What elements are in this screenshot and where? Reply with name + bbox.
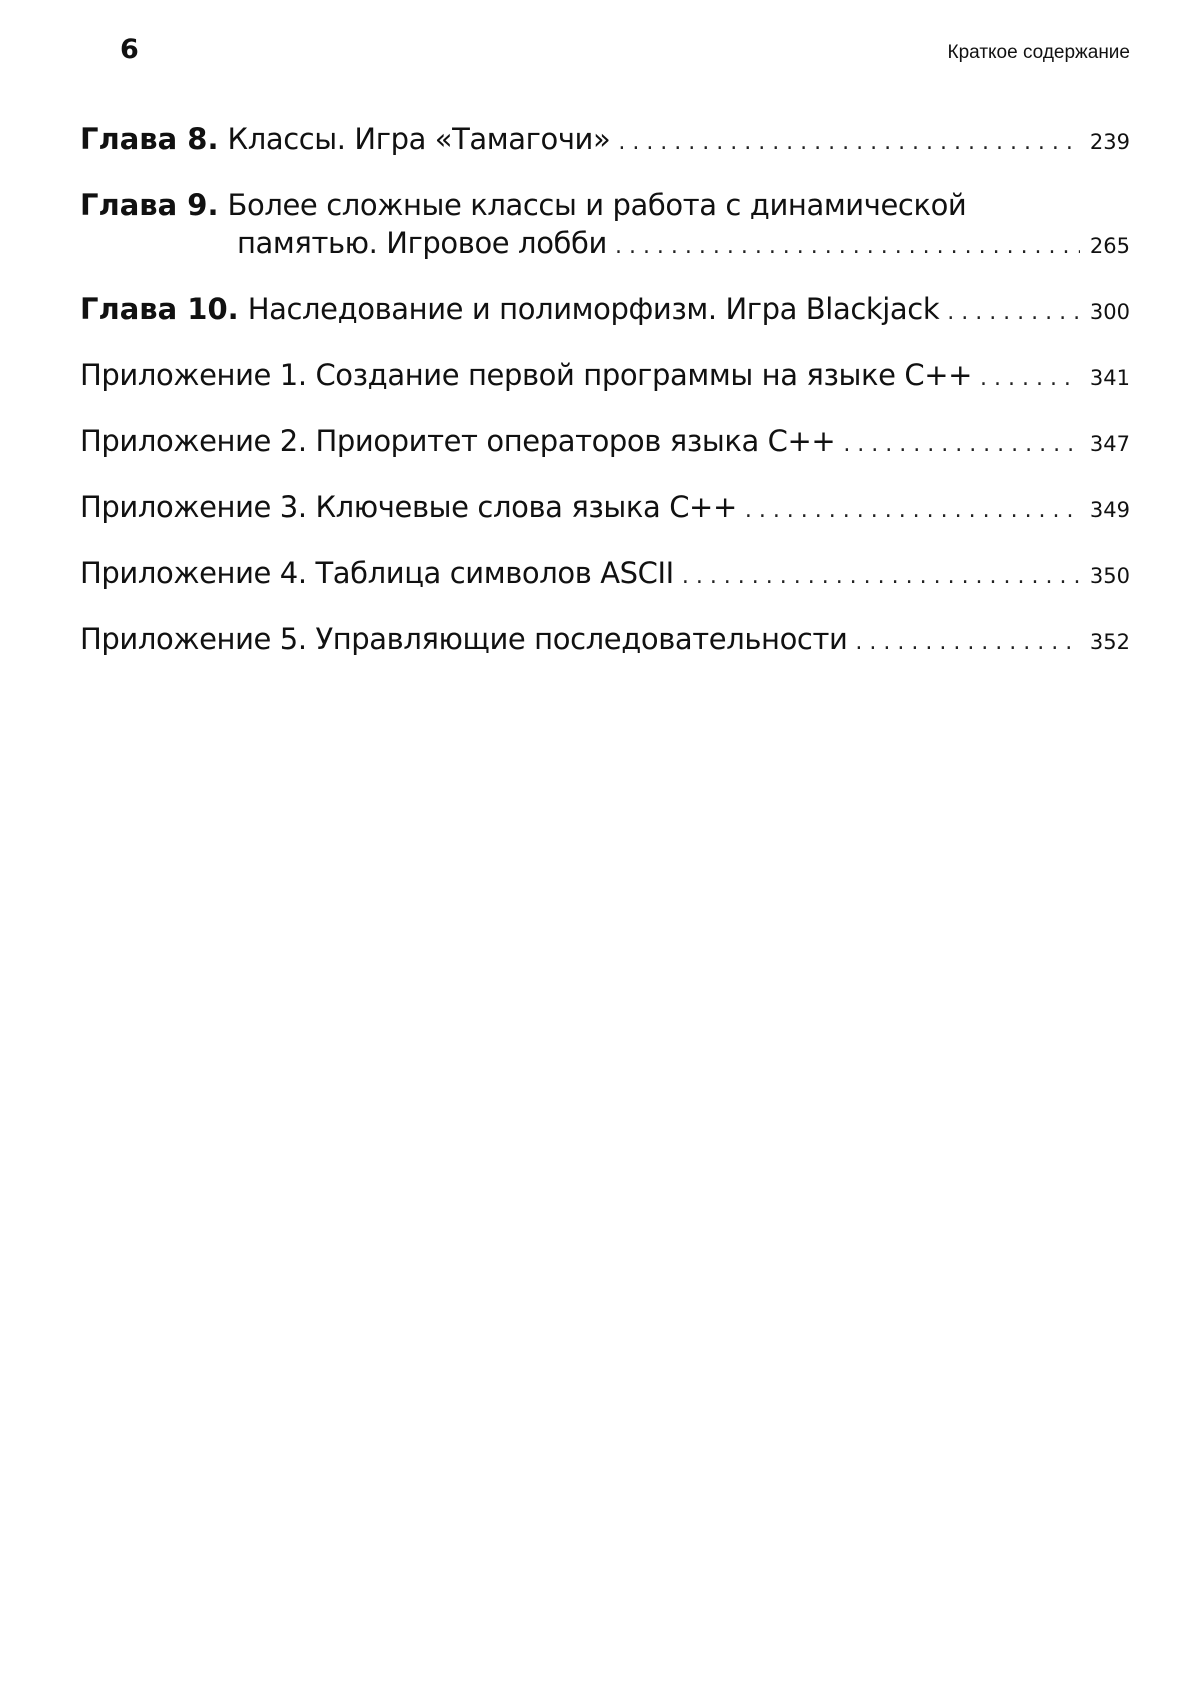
toc-entry-appendix-5[interactable] (80, 620, 1130, 662)
page-reference: 349 (1089, 498, 1130, 522)
toc-entry-chapter-9-line-2[interactable] (80, 224, 1130, 266)
toc-entry-appendix-4[interactable] (80, 554, 1130, 596)
entry-title: Приложение 4. Таблица символов ASCII (80, 556, 674, 590)
page-reference: 347 (1089, 432, 1130, 456)
page-number: 6 (120, 34, 139, 65)
toc-entry-appendix-2[interactable] (80, 422, 1130, 464)
page-reference: 265 (1089, 234, 1130, 258)
entry-title: Классы. Игра «Тамагочи» (227, 122, 611, 156)
dot-leader (980, 360, 1080, 398)
page-reference: 300 (1089, 300, 1130, 324)
dot-leader (843, 426, 1080, 464)
dot-leader (745, 492, 1080, 530)
page-reference: 239 (1089, 130, 1130, 154)
chapter-label: Глава 9. (80, 188, 219, 222)
running-head: Краткое содержание (947, 42, 1130, 63)
dot-leader (682, 558, 1080, 596)
page-reference: 341 (1089, 366, 1130, 390)
dot-leader (947, 294, 1080, 332)
toc-entry-appendix-1[interactable] (80, 356, 1130, 398)
chapter-label: Глава 10. (80, 292, 239, 326)
entry-title-continuation: памятью. Игровое лобби (237, 226, 607, 260)
entry-title: Более сложные классы и работа с динамической (227, 188, 967, 222)
toc-entry-appendix-3[interactable] (80, 488, 1130, 530)
entry-title: Наследование и полиморфизм. Игра Blackjack (247, 292, 940, 326)
dot-leader (618, 124, 1080, 162)
entry-title: Приложение 3. Ключевые слова языка С++ (80, 490, 737, 524)
toc-entry-chapter-10[interactable] (80, 290, 1130, 332)
table-of-contents (80, 120, 1130, 662)
toc-entry-chapter-9-line-1[interactable] (80, 186, 1130, 224)
dot-leader (855, 624, 1080, 662)
entry-title: Приложение 1. Создание первой программы на языке С++ (80, 358, 973, 392)
toc-entry-chapter-8[interactable] (80, 120, 1130, 162)
page-reference: 352 (1089, 630, 1130, 654)
page-reference: 350 (1089, 564, 1130, 588)
entry-title: Приложение 2. Приоритет операторов языка С++ (80, 424, 836, 458)
chapter-label: Глава 8. (80, 122, 219, 156)
page-header (0, 0, 1200, 100)
entry-title: Приложение 5. Управляющие последовательности (80, 622, 848, 656)
dot-leader (615, 228, 1080, 266)
